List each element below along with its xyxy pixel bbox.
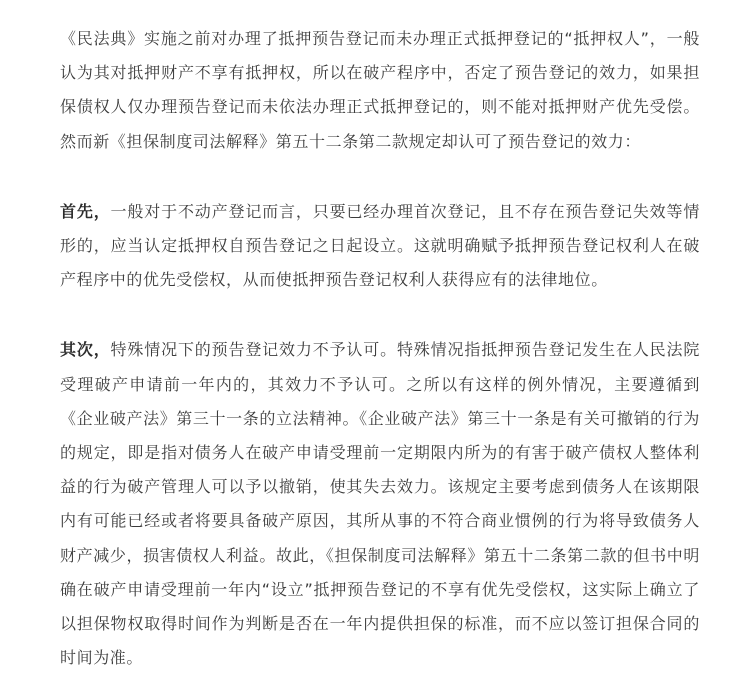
intro-text: 《民法典》实施之前对办理了抵押预告登记而未办理正式抵押登记的“抵押权人”，一般认为其对抵押财产不享有抵押权，所以在破产程序中，否定了预告登记的效力，如果担保债权人仅办理预告登记而未依法办理正式抵押登记的，则不能对抵押财产优先受偿。然而新《担保制度司法解释》第五十二条第二款规定却认可了预告登记的效力：: [60, 29, 700, 151]
second-point-paragraph: [60, 333, 700, 675]
first-point-paragraph: [60, 195, 700, 298]
article-body: [60, 22, 700, 675]
intro-paragraph: [60, 22, 700, 159]
first-point-lead: 首先，: [60, 201, 111, 221]
second-point-lead: 其次，: [60, 340, 111, 360]
first-point-text: 一般对于不动产登记而言，只要已经办理首次登记，且不存在预告登记失效等情形的，应当认定抵押权自预告登记之日起设立。这就明确赋予抵押预告登记权利人在破产程序中的优先受偿权，从而使抵押预告登记权利人获得应有的法律地位。: [60, 201, 700, 290]
second-point-text: 特殊情况下的预告登记效力不予认可。特殊情况指抵押预告登记发生在人民法院受理破产申请前一年内的，其效力不予认可。之所以有这样的例外情况，主要遵循到《企业破产法》第三十一条的立法精神。《企业破产法》第三十一条是有关可撤销的行为的规定，即是指对债务人在破产申请受理前一定期限内所为的有害于破产债权人整体利益的行为破产管理人可以予以撤销，使其失去效力。该规定主要考虑到债务人在该期限内有可能已经或者将要具备破产原因，其所从事的不符合商业惯例的行为将导致债务人财产减少，损害债权人利益。故此，《担保制度司法解释》第五十二条第二款的但书中明确在破产申请受理前一年内“设立”抵押预告登记的不享有优先受偿权，这实际上确立了以担保物权取得时间作为判断是否在一年内提供担保的标准，而不应以签订担保合同的时间为准。: [60, 340, 700, 668]
